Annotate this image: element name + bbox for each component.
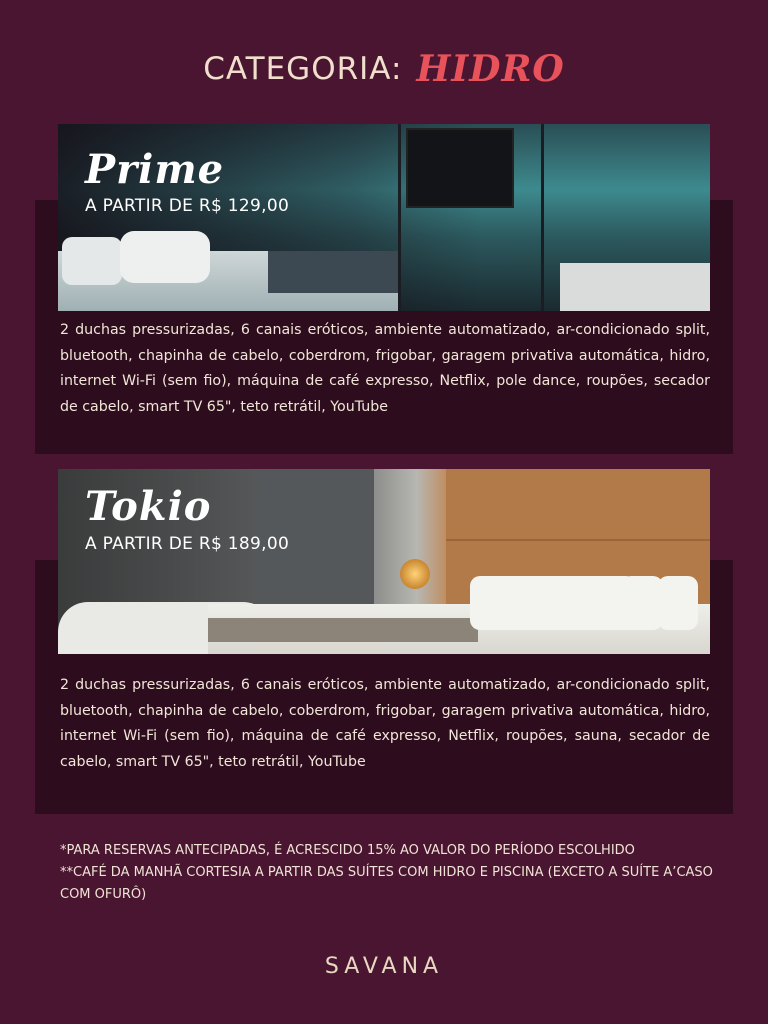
tv-screen — [406, 128, 514, 208]
room-photo-tokio — [58, 469, 710, 654]
room-price: A PARTIR DE R$ 189,00 — [85, 534, 290, 554]
footnote-breakfast: **CAFÉ DA MANHÃ CORTESIA A PARTIR DAS SUÍTES COM HIDRO E PISCINA (EXCETO A SUÍTE A’CASO COM OFURÔ) — [60, 865, 713, 902]
bed-throw — [208, 618, 478, 642]
pillow — [62, 237, 122, 285]
bed-blanket — [268, 251, 398, 293]
pillow — [120, 231, 210, 283]
category-name: HIDRO — [416, 48, 565, 90]
pillow — [658, 576, 698, 630]
room-description: 2 duchas pressurizadas, 6 canais eróticos, ambiente automatizado, ar-condicionado split, bluetooth, chapinha de cabelo, coberdrom, frigobar, garagem privativa automática, hidro, internet Wi-Fi (sem fio), máquina de café expresso, Netflix, pole dance, roupões, secador de cabelo, smart TV 65", teto retrátil, YouTube — [60, 322, 710, 415]
page-title — [0, 48, 768, 90]
room-name: Tokio — [85, 483, 212, 530]
counter — [560, 263, 710, 311]
category-label: CATEGORIA: — [203, 51, 403, 87]
room-description: 2 duchas pressurizadas, 6 canais eróticos, ambiente automatizado, ar-condicionado split, bluetooth, chapinha de cabelo, coberdrom, frigobar, garagem privativa automática, hidro, internet Wi-Fi (sem fio), máquina de café expresso, Netflix, roupões, sauna, secador de cabelo, smart TV 65", teto retrátil, YouTube — [60, 677, 710, 770]
footnote-advance-booking: *PARA RESERVAS ANTECIPADAS, É ACRESCIDO 15% AO VALOR DO PERÍODO ESCOLHIDO — [60, 843, 635, 858]
room-name: Prime — [85, 146, 225, 193]
footnotes — [60, 840, 720, 906]
pillow — [621, 576, 663, 630]
room-photo-prime — [58, 124, 710, 311]
room-price: A PARTIR DE R$ 129,00 — [85, 196, 290, 216]
brand-logo: SAVANA — [324, 954, 444, 979]
lamp — [400, 559, 430, 589]
